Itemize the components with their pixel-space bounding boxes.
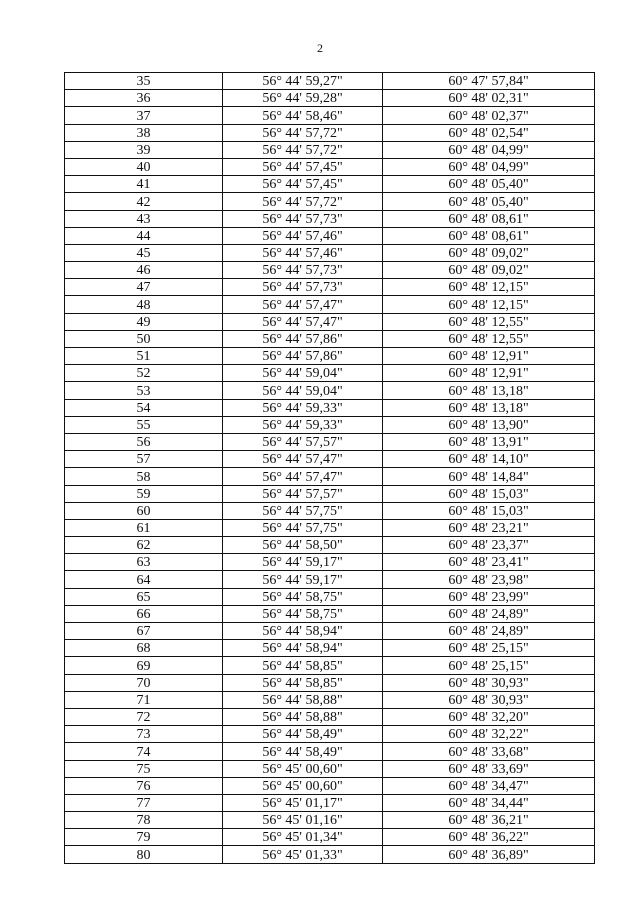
latitude-cell: 56° 45' 00,60" — [223, 760, 383, 777]
point-number-cell: 41 — [65, 176, 223, 193]
latitude-cell: 56° 44' 59,17" — [223, 571, 383, 588]
longitude-cell: 60° 48' 34,44" — [383, 794, 595, 811]
table-row — [65, 210, 595, 227]
longitude-cell: 60° 48' 04,99" — [383, 158, 595, 175]
longitude-cell: 60° 47' 57,84" — [383, 73, 595, 90]
table-row — [65, 227, 595, 244]
longitude-cell: 60° 48' 36,22" — [383, 829, 595, 846]
longitude-cell: 60° 48' 32,20" — [383, 708, 595, 725]
latitude-cell: 56° 44' 58,85" — [223, 657, 383, 674]
point-number-cell: 66 — [65, 605, 223, 622]
longitude-cell: 60° 48' 08,61" — [383, 227, 595, 244]
point-number-cell: 40 — [65, 158, 223, 175]
point-number-cell: 56 — [65, 433, 223, 450]
point-number-cell: 60 — [65, 502, 223, 519]
longitude-cell: 60° 48' 23,41" — [383, 554, 595, 571]
latitude-cell: 56° 44' 58,75" — [223, 605, 383, 622]
longitude-cell: 60° 48' 30,93" — [383, 674, 595, 691]
latitude-cell: 56° 44' 58,50" — [223, 537, 383, 554]
latitude-cell: 56° 44' 57,45" — [223, 158, 383, 175]
table-row — [65, 382, 595, 399]
point-number-cell: 63 — [65, 554, 223, 571]
latitude-cell: 56° 44' 57,46" — [223, 227, 383, 244]
longitude-cell: 60° 48' 32,22" — [383, 726, 595, 743]
table-row — [65, 640, 595, 657]
table-row — [65, 468, 595, 485]
point-number-cell: 43 — [65, 210, 223, 227]
longitude-cell: 60° 48' 15,03" — [383, 485, 595, 502]
longitude-cell: 60° 48' 23,98" — [383, 571, 595, 588]
longitude-cell: 60° 48' 12,15" — [383, 296, 595, 313]
table-row — [65, 399, 595, 416]
point-number-cell: 75 — [65, 760, 223, 777]
latitude-cell: 56° 44' 57,72" — [223, 124, 383, 141]
point-number-cell: 59 — [65, 485, 223, 502]
latitude-cell: 56° 44' 57,47" — [223, 451, 383, 468]
point-number-cell: 73 — [65, 726, 223, 743]
table-row — [65, 571, 595, 588]
point-number-cell: 49 — [65, 313, 223, 330]
longitude-cell: 60° 48' 25,15" — [383, 640, 595, 657]
latitude-cell: 56° 44' 57,73" — [223, 262, 383, 279]
latitude-cell: 56° 44' 57,47" — [223, 468, 383, 485]
latitude-cell: 56° 44' 58,46" — [223, 107, 383, 124]
point-number-cell: 35 — [65, 73, 223, 90]
table-row — [65, 107, 595, 124]
table-row — [65, 623, 595, 640]
latitude-cell: 56° 44' 57,46" — [223, 244, 383, 261]
point-number-cell: 51 — [65, 348, 223, 365]
latitude-cell: 56° 44' 58,85" — [223, 674, 383, 691]
longitude-cell: 60° 48' 09,02" — [383, 244, 595, 261]
longitude-cell: 60° 48' 33,68" — [383, 743, 595, 760]
longitude-cell: 60° 48' 12,91" — [383, 365, 595, 382]
latitude-cell: 56° 44' 57,86" — [223, 348, 383, 365]
table-row — [65, 176, 595, 193]
table-row — [65, 416, 595, 433]
longitude-cell: 60° 48' 13,18" — [383, 399, 595, 416]
latitude-cell: 56° 44' 57,57" — [223, 485, 383, 502]
latitude-cell: 56° 44' 57,86" — [223, 330, 383, 347]
coordinates-table-body — [65, 73, 595, 864]
point-number-cell: 72 — [65, 708, 223, 725]
latitude-cell: 56° 44' 59,17" — [223, 554, 383, 571]
latitude-cell: 56° 44' 59,27" — [223, 73, 383, 90]
longitude-cell: 60° 48' 13,18" — [383, 382, 595, 399]
table-row — [65, 193, 595, 210]
point-number-cell: 44 — [65, 227, 223, 244]
longitude-cell: 60° 48' 02,37" — [383, 107, 595, 124]
point-number-cell: 80 — [65, 846, 223, 863]
latitude-cell: 56° 44' 58,49" — [223, 743, 383, 760]
latitude-cell: 56° 44' 57,45" — [223, 176, 383, 193]
longitude-cell: 60° 48' 34,47" — [383, 777, 595, 794]
point-number-cell: 55 — [65, 416, 223, 433]
table-row — [65, 90, 595, 107]
table-row — [65, 296, 595, 313]
longitude-cell: 60° 48' 02,31" — [383, 90, 595, 107]
table-row — [65, 554, 595, 571]
point-number-cell: 54 — [65, 399, 223, 416]
longitude-cell: 60° 48' 12,91" — [383, 348, 595, 365]
latitude-cell: 56° 44' 58,88" — [223, 708, 383, 725]
table-row — [65, 794, 595, 811]
table-row — [65, 141, 595, 158]
point-number-cell: 61 — [65, 519, 223, 536]
point-number-cell: 67 — [65, 623, 223, 640]
latitude-cell: 56° 45' 01,34" — [223, 829, 383, 846]
longitude-cell: 60° 48' 23,37" — [383, 537, 595, 554]
table-row — [65, 262, 595, 279]
table-row — [65, 708, 595, 725]
longitude-cell: 60° 48' 23,99" — [383, 588, 595, 605]
latitude-cell: 56° 44' 58,94" — [223, 640, 383, 657]
point-number-cell: 48 — [65, 296, 223, 313]
point-number-cell: 58 — [65, 468, 223, 485]
latitude-cell: 56° 45' 01,33" — [223, 846, 383, 863]
table-row — [65, 588, 595, 605]
longitude-cell: 60° 48' 14,84" — [383, 468, 595, 485]
point-number-cell: 45 — [65, 244, 223, 261]
table-row — [65, 451, 595, 468]
latitude-cell: 56° 44' 59,04" — [223, 365, 383, 382]
longitude-cell: 60° 48' 25,15" — [383, 657, 595, 674]
page-number: 2 — [317, 41, 323, 55]
point-number-cell: 77 — [65, 794, 223, 811]
latitude-cell: 56° 44' 58,75" — [223, 588, 383, 605]
longitude-cell: 60° 48' 04,99" — [383, 141, 595, 158]
longitude-cell: 60° 48' 05,40" — [383, 193, 595, 210]
point-number-cell: 70 — [65, 674, 223, 691]
latitude-cell: 56° 44' 57,57" — [223, 433, 383, 450]
point-number-cell: 62 — [65, 537, 223, 554]
table-row — [65, 812, 595, 829]
table-row — [65, 73, 595, 90]
longitude-cell: 60° 48' 24,89" — [383, 605, 595, 622]
point-number-cell: 57 — [65, 451, 223, 468]
table-row — [65, 244, 595, 261]
latitude-cell: 56° 44' 59,28" — [223, 90, 383, 107]
longitude-cell: 60° 48' 12,55" — [383, 313, 595, 330]
latitude-cell: 56° 44' 57,47" — [223, 296, 383, 313]
latitude-cell: 56° 44' 57,72" — [223, 193, 383, 210]
longitude-cell: 60° 48' 14,10" — [383, 451, 595, 468]
coordinates-table — [64, 72, 595, 864]
point-number-cell: 36 — [65, 90, 223, 107]
latitude-cell: 56° 44' 57,75" — [223, 519, 383, 536]
table-row — [65, 158, 595, 175]
point-number-cell: 68 — [65, 640, 223, 657]
latitude-cell: 56° 44' 59,33" — [223, 399, 383, 416]
table-row — [65, 279, 595, 296]
longitude-cell: 60° 48' 05,40" — [383, 176, 595, 193]
longitude-cell: 60° 48' 13,90" — [383, 416, 595, 433]
table-row — [65, 485, 595, 502]
latitude-cell: 56° 44' 58,49" — [223, 726, 383, 743]
latitude-cell: 56° 44' 57,75" — [223, 502, 383, 519]
latitude-cell: 56° 45' 01,17" — [223, 794, 383, 811]
point-number-cell: 71 — [65, 691, 223, 708]
point-number-cell: 53 — [65, 382, 223, 399]
latitude-cell: 56° 45' 01,16" — [223, 812, 383, 829]
point-number-cell: 38 — [65, 124, 223, 141]
longitude-cell: 60° 48' 09,02" — [383, 262, 595, 279]
table-row — [65, 348, 595, 365]
table-row — [65, 537, 595, 554]
table-row — [65, 846, 595, 863]
table-row — [65, 519, 595, 536]
longitude-cell: 60° 48' 33,69" — [383, 760, 595, 777]
longitude-cell: 60° 48' 36,21" — [383, 812, 595, 829]
point-number-cell: 47 — [65, 279, 223, 296]
table-row — [65, 313, 595, 330]
table-row — [65, 829, 595, 846]
table-row — [65, 365, 595, 382]
table-row — [65, 691, 595, 708]
longitude-cell: 60° 48' 24,89" — [383, 623, 595, 640]
table-row — [65, 743, 595, 760]
latitude-cell: 56° 44' 58,94" — [223, 623, 383, 640]
table-row — [65, 433, 595, 450]
longitude-cell: 60° 48' 12,55" — [383, 330, 595, 347]
latitude-cell: 56° 44' 59,33" — [223, 416, 383, 433]
longitude-cell: 60° 48' 02,54" — [383, 124, 595, 141]
point-number-cell: 74 — [65, 743, 223, 760]
longitude-cell: 60° 48' 12,15" — [383, 279, 595, 296]
point-number-cell: 79 — [65, 829, 223, 846]
point-number-cell: 39 — [65, 141, 223, 158]
longitude-cell: 60° 48' 15,03" — [383, 502, 595, 519]
latitude-cell: 56° 44' 58,88" — [223, 691, 383, 708]
latitude-cell: 56° 44' 57,72" — [223, 141, 383, 158]
table-row — [65, 502, 595, 519]
table-row — [65, 605, 595, 622]
longitude-cell: 60° 48' 13,91" — [383, 433, 595, 450]
longitude-cell: 60° 48' 36,89" — [383, 846, 595, 863]
point-number-cell: 65 — [65, 588, 223, 605]
table-row — [65, 760, 595, 777]
point-number-cell: 50 — [65, 330, 223, 347]
longitude-cell: 60° 48' 30,93" — [383, 691, 595, 708]
point-number-cell: 78 — [65, 812, 223, 829]
table-row — [65, 657, 595, 674]
point-number-cell: 42 — [65, 193, 223, 210]
table-row — [65, 674, 595, 691]
latitude-cell: 56° 44' 57,73" — [223, 210, 383, 227]
longitude-cell: 60° 48' 08,61" — [383, 210, 595, 227]
latitude-cell: 56° 44' 57,47" — [223, 313, 383, 330]
point-number-cell: 64 — [65, 571, 223, 588]
longitude-cell: 60° 48' 23,21" — [383, 519, 595, 536]
point-number-cell: 69 — [65, 657, 223, 674]
point-number-cell: 46 — [65, 262, 223, 279]
latitude-cell: 56° 44' 59,04" — [223, 382, 383, 399]
table-row — [65, 726, 595, 743]
point-number-cell: 37 — [65, 107, 223, 124]
latitude-cell: 56° 45' 00,60" — [223, 777, 383, 794]
point-number-cell: 52 — [65, 365, 223, 382]
table-row — [65, 124, 595, 141]
point-number-cell: 76 — [65, 777, 223, 794]
table-row — [65, 330, 595, 347]
table-row — [65, 777, 595, 794]
latitude-cell: 56° 44' 57,73" — [223, 279, 383, 296]
